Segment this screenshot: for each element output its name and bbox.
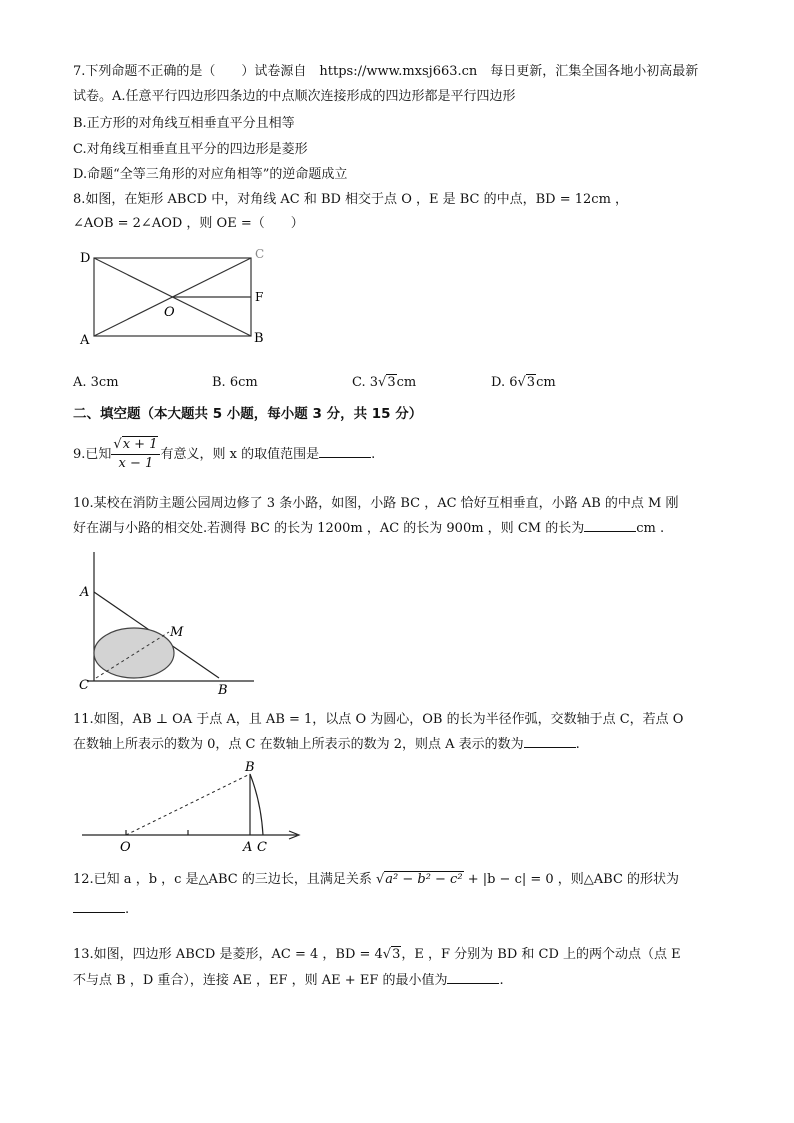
label-c: C [255, 247, 265, 261]
label-a: A [243, 840, 253, 855]
q10-stem-line1: 10.某校在消防主题公园周边修了 3 条小路，如图，小路 BC ，AC 恰好互相垂直，小路 AB 的中点 M 刚 [73, 496, 679, 511]
label-m: M [170, 625, 184, 640]
q10-answer-blank [584, 519, 636, 532]
q8-option-b: B. 6cm [212, 375, 258, 390]
q9-stem: 9.已知 $\frac{√x + 1}{x - 1}$ 有意义，则 x 的取值范围是 . [73, 437, 376, 471]
q7-option-c: C.对角线互相垂直且平分的四边形是菱形 [73, 142, 308, 157]
q12-answer-blank [73, 900, 125, 913]
q8-option-d: D. 6√3cm [491, 375, 556, 390]
label-f: F [255, 290, 264, 304]
q11-stem-line1: 11.如图，AB ⊥ OA 于点 A，且 AB = 1，以点 O 为圆心，OB 的长为半径作弧，交数轴于点 C，若点 O [73, 712, 684, 727]
q8-rectangle-figure [74, 248, 274, 348]
label-b: B [218, 683, 228, 698]
q7-stem-line1: 7.下列命题不正确的是（ ）试卷源自 https://www.mxsj663.cn 每日更新，汇集全国各地小初高最新 [73, 64, 699, 79]
label-d: D [80, 251, 91, 266]
label-b: B [254, 331, 264, 346]
label-c: C [79, 678, 89, 693]
q13-stem-line1: 13.如图，四边形 ABCD 是菱形，AC = 4 ，BD = 4√3，E ，F 分别为 BD 和 CD 上的两个动点（点 E [73, 947, 681, 962]
q11-answer-blank [524, 735, 576, 748]
q8-option-c: C. 3√3cm [352, 375, 417, 390]
segment-ob [126, 774, 250, 835]
q12-stem-line1: 12.已知 a ，b ，c 是△ABC 的三边长，且满足关系 √a² − b² − c² + |b − c| = 0 ，则△ABC 的形状为 [73, 872, 680, 887]
q13-stem-line2: 不与点 B ，D 重合），连接 AE ，EF ，则 AE + EF 的最小值为 . [73, 973, 504, 988]
arc-bc [250, 774, 263, 835]
section-title: 二、填空题（本大题共 5 小题，每小题 3 分，共 15 分） [73, 406, 423, 422]
label-b: B [245, 760, 255, 775]
label-o: O [120, 840, 131, 855]
q8-option-a: A. 3cm [73, 375, 119, 390]
q7-option-d: D.命题“全等三角形的对应角相等”的逆命题成立 [73, 167, 348, 182]
q8-stem-line2: ∠AOB = 2∠AOD ，则 OE =（ ） [73, 216, 304, 231]
q13-answer-blank [447, 971, 499, 984]
q10-park-figure [74, 548, 274, 698]
q12-stem-line2: . [73, 900, 129, 920]
q9-answer-blank [319, 445, 371, 458]
q10-stem-line2: 好在湖与小路的相交处.若测得 BC 的长为 1200m ，AC 的长为 900m ，则 CM 的长为 cm . [73, 521, 665, 536]
label-c: C [257, 840, 267, 855]
q7-stem-line2: 试卷。A.任意平行四边形四条边的中点顺次连接形成的四边形都是平行四边形 [73, 89, 516, 104]
label-a: A [80, 585, 90, 600]
q11-stem-line2: 在数轴上所表示的数为 0，点 C 在数轴上所表示的数为 2，则点 A 表示的数为 . [73, 737, 580, 752]
q11-number-line-figure [80, 760, 310, 860]
q7-option-b: B.正方形的对角线互相垂直平分且相等 [73, 116, 295, 131]
lake [94, 628, 174, 678]
label-o: O [164, 305, 175, 320]
label-a: A [80, 333, 90, 348]
q8-stem-line1: 8.如图，在矩形 ABCD 中，对角线 AC 和 BD 相交于点 O ，E 是 BC 的中点，BD = 12cm ， [73, 192, 629, 207]
q9-fraction: $\frac{√x + 1}{x - 1}$ [111, 436, 160, 473]
